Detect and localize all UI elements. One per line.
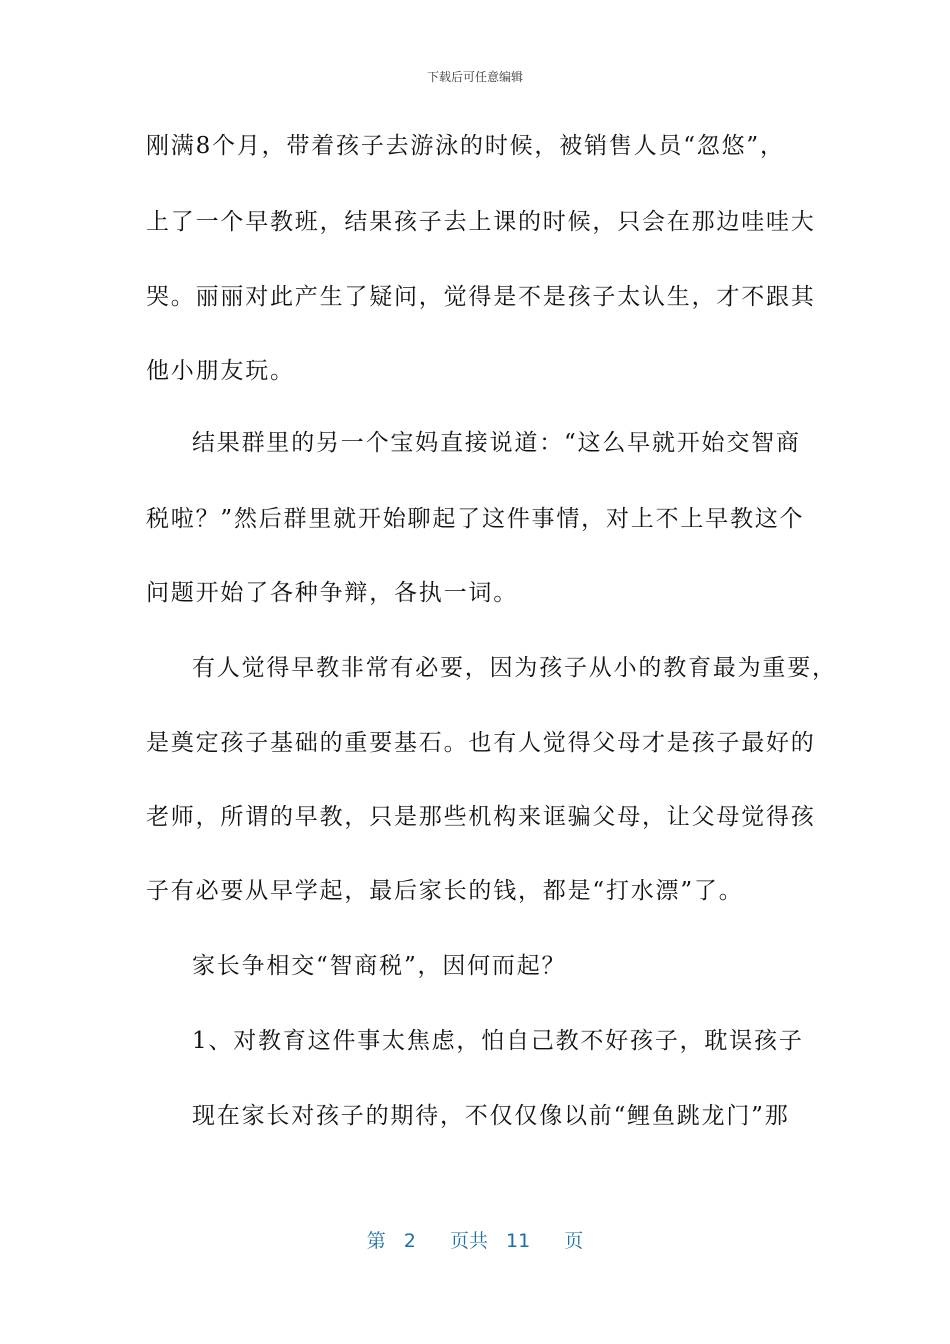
paragraph-line: 他小朋友玩。 <box>146 358 295 384</box>
paragraph-line: 哭。丽丽对此产生了疑问，觉得是不是孩子太认生，才不跟其 <box>146 284 816 310</box>
section-heading: 家长争相交“智商税”，因何而起？ <box>192 953 567 979</box>
paragraph-line: 有人觉得早教非常有必要，因为孩子从小的教育最为重要， <box>192 655 837 681</box>
subheading: 1、对教育这件事太焦虑，怕自己教不好孩子，耽误孩子 <box>192 1028 804 1054</box>
paragraph-line: 上了一个早教班，结果孩子去上课的时候，只会在那边哇哇大 <box>146 209 816 235</box>
paragraph-line: 现在家长对孩子的期待，不仅仅像以前“鲤鱼跳龙门”那 <box>192 1103 790 1129</box>
paragraph-line: 刚满8个月，带着孩子去游泳的时候，被销售人员“忽悠”， <box>146 133 785 159</box>
footer-middle: 页共 <box>449 1230 488 1252</box>
paragraph-line: 结果群里的另一个宝妈直接说道：“这么早就开始交智商 <box>192 430 801 456</box>
paragraph-line: 问题开始了各种争辩，各执一词。 <box>146 580 518 606</box>
paragraph-line: 是奠定孩子基础的重要基石。也有人觉得父母才是孩子最好的 <box>146 730 816 756</box>
page-footer <box>0 1226 950 1253</box>
footer-suffix: 页 <box>564 1230 584 1252</box>
paragraph-line: 老师，所谓的早教，只是那些机构来诓骗父母，让父母觉得孩 <box>146 804 816 830</box>
paragraph-line: 子有必要从早学起，最后家长的钱，都是“打水漂”了。 <box>146 878 744 904</box>
page-number: 2 <box>403 1230 416 1252</box>
header-note: 下载后可任意编辑 <box>426 70 523 84</box>
page-total: 11 <box>506 1230 531 1252</box>
paragraph-line: 税啦？”然后群里就开始聊起了这件事情，对上不上早教这个 <box>146 506 805 532</box>
footer-prefix: 第 <box>366 1230 386 1252</box>
